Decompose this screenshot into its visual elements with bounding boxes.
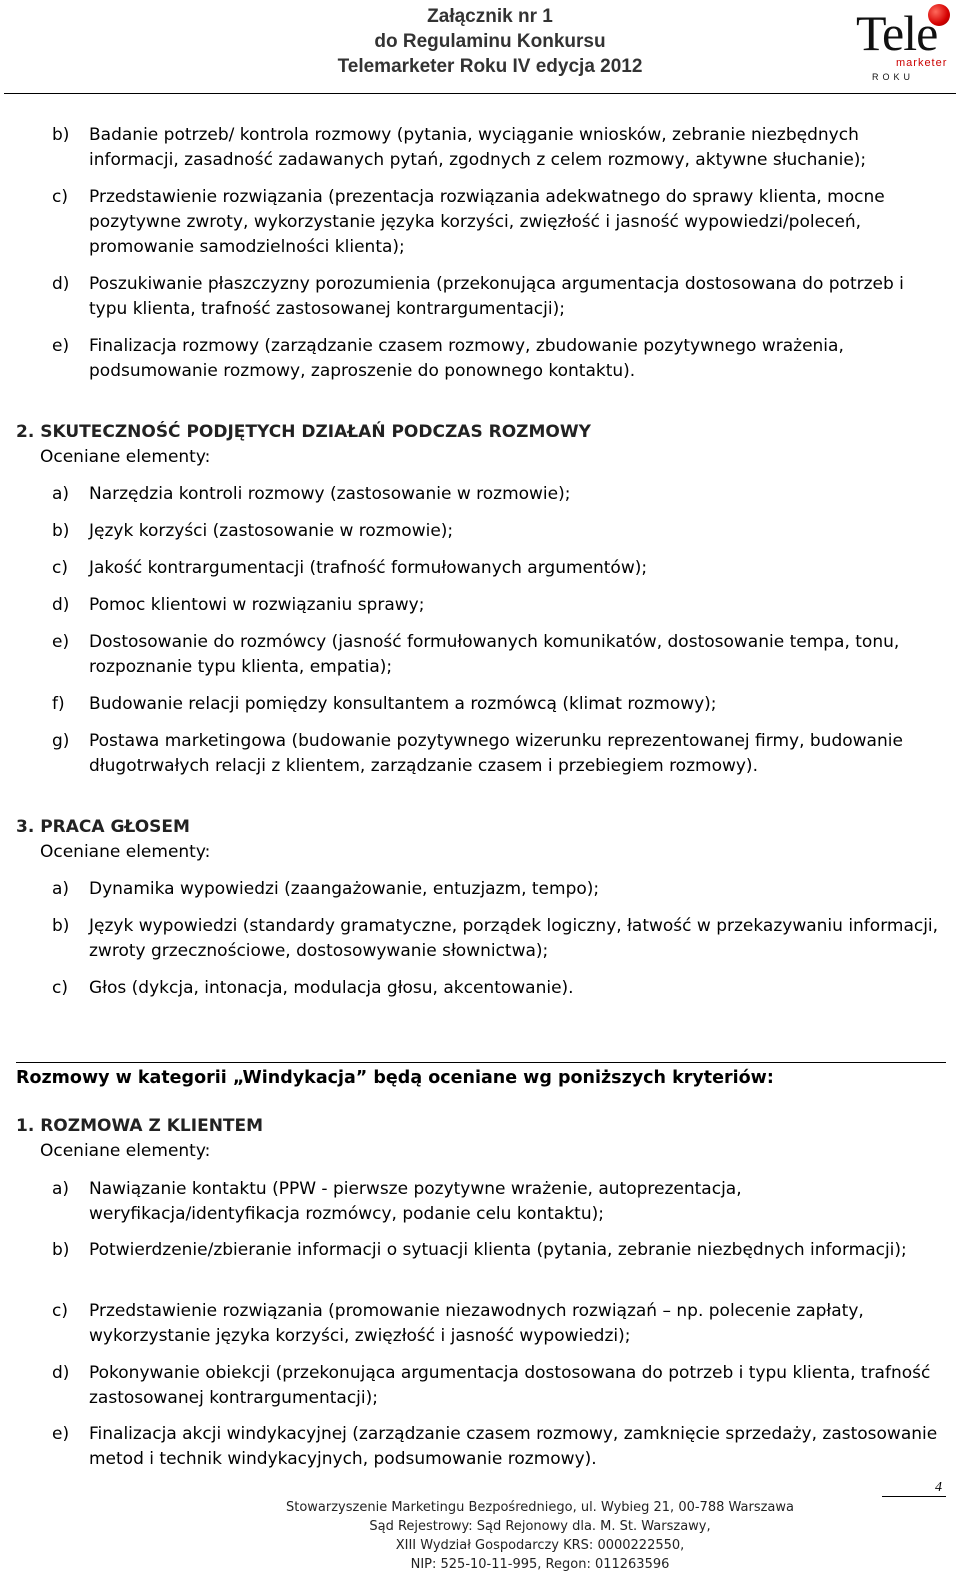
item-label: b) bbox=[52, 1240, 70, 1260]
item-text: Poszukiwanie płaszczyzny porozumienia (przekonująca argumentacja dostosowana do potrzeb i typu klienta, trafność zastosowanej kontrargumentacji); bbox=[89, 274, 904, 319]
list-item bbox=[52, 1177, 942, 1227]
item-text: Finalizacja rozmowy (zarządzanie czasem rozmowy, zbudowanie pozytywnego wrażenia, podsumowanie rozmowy, zaproszenie do ponownego kontaktu). bbox=[89, 336, 844, 381]
section-heading: 1. ROZMOWA Z KLIENTEM bbox=[16, 1116, 264, 1136]
list-item bbox=[52, 482, 942, 507]
item-label: b) bbox=[52, 521, 70, 541]
list-item bbox=[52, 123, 942, 173]
item-text: Język korzyści (zastosowanie w rozmowie); bbox=[89, 521, 454, 541]
item-label: a) bbox=[52, 1179, 70, 1199]
category-heading: Rozmowy w kategorii „Windykacja” będą oceniane wg poniższych kryteriów: bbox=[16, 1068, 774, 1088]
telemarketer-logo bbox=[856, 2, 952, 90]
item-text: Dostosowanie do rozmówcy (jasność formułowanych komunikatów, dostosowanie tempa, tonu, rozpoznanie typu klienta, empatia); bbox=[89, 632, 900, 677]
list-item bbox=[52, 1238, 942, 1263]
item-text: Język wypowiedzi (standardy gramatyczne, porządek logiczny, łatwość w przekazywaniu informacji, zwroty grzecznościowe, dostosowywanie słownictwa); bbox=[89, 916, 939, 961]
list-item bbox=[52, 334, 942, 384]
item-label: f) bbox=[52, 694, 65, 714]
item-label: d) bbox=[52, 595, 70, 615]
logo-sub-text: marketer bbox=[896, 57, 948, 69]
list-item bbox=[52, 519, 942, 544]
item-label: g) bbox=[52, 731, 70, 751]
list-item bbox=[52, 1299, 942, 1349]
header-title bbox=[190, 4, 790, 79]
item-label: a) bbox=[52, 879, 70, 899]
section-heading: 2. SKUTECZNOŚĆ PODJĘTYCH DZIAŁAŃ PODCZAS ROZMOWY bbox=[16, 422, 591, 442]
item-text: Głos (dykcja, intonacja, modulacja głosu, akcentowanie). bbox=[89, 978, 574, 998]
item-text: Potwierdzenie/zbieranie informacji o sytuacji klienta (pytania, zebranie niezbędnych informacji); bbox=[89, 1240, 907, 1260]
footer-line-1: Stowarzyszenie Marketingu Bezpośredniego, ul. Wybieg 21, 00-788 Warszawa bbox=[285, 1500, 794, 1515]
item-text: Pokonywanie obiekcji (przekonująca argumentacja dostosowana do potrzeb i typu klienta, trafność zastosowanej kontrargumentacji); bbox=[89, 1363, 931, 1408]
page-number-rule bbox=[882, 1496, 946, 1497]
footer-line-3: XIII Wydział Gospodarczy KRS: 0000222550, bbox=[395, 1538, 685, 1553]
item-text: Narzędzia kontroli rozmowy (zastosowanie w rozmowie); bbox=[89, 484, 571, 504]
item-label: c) bbox=[52, 978, 68, 998]
item-text: Jakość kontrargumentacji (trafność formułowanych argumentów); bbox=[89, 558, 648, 578]
item-text: Postawa marketingowa (budowanie pozytywnego wizerunku reprezentowanej firmy, budowanie długotrwałych relacji z klientem, zarządzanie czasem i przebiegiem rozmowy). bbox=[89, 731, 903, 776]
footer-line-4: NIP: 525-10-11-995, Regon: 011263596 bbox=[410, 1557, 670, 1572]
footer-line-2: Sąd Rejestrowy: Sąd Rejonowy dla. M. St. Warszawy, bbox=[369, 1519, 711, 1534]
item-label: c) bbox=[52, 187, 68, 207]
section-heading: 3. PRACA GŁOSEM bbox=[16, 817, 190, 837]
item-text: Pomoc klientowi w rozwiązaniu sprawy; bbox=[89, 595, 425, 615]
section-subheading: Oceniane elementy: bbox=[40, 1141, 211, 1161]
list-item bbox=[52, 976, 942, 1001]
header-divider bbox=[4, 93, 956, 94]
item-text: Przedstawienie rozwiązania (prezentacja rozwiązania adekwatnego do sprawy klienta, mocne pozytywne zwroty, wykorzystanie języka korzyści, zwięzłość i jasność wypowiedzi/poleceń, promowanie samodzielności klienta); bbox=[89, 187, 885, 257]
section-subheading: Oceniane elementy: bbox=[40, 447, 211, 467]
item-label: c) bbox=[52, 1301, 68, 1321]
logo-bottom-text: ROKU bbox=[872, 72, 915, 82]
item-text: Badanie potrzeb/ kontrola rozmowy (pytania, wyciąganie wniosków, zebranie niezbędnych informacji, zasadność zadawanych pytań, zgodnych z celem rozmowy, aktywne słuchanie); bbox=[89, 125, 867, 170]
item-text: Budowanie relacji pomiędzy konsultantem a rozmówcą (klimat rozmowy); bbox=[89, 694, 717, 714]
item-text: Nawiązanie kontaktu (PPW - pierwsze pozytywne wrażenie, autoprezentacja, weryfikacja/identyfikacja rozmówcy, podanie celu kontaktu); bbox=[89, 1179, 742, 1224]
item-label: d) bbox=[52, 1363, 70, 1383]
item-label: b) bbox=[52, 125, 70, 145]
page-number: 4 bbox=[935, 1480, 942, 1495]
logo-main-text: Tele bbox=[856, 5, 938, 61]
item-label: c) bbox=[52, 558, 68, 578]
section-divider bbox=[16, 1062, 946, 1063]
item-text: Dynamika wypowiedzi (zaangażowanie, entuzjazm, tempo); bbox=[89, 879, 600, 899]
item-label: e) bbox=[52, 336, 70, 356]
item-label: a) bbox=[52, 484, 70, 504]
list-item bbox=[52, 593, 942, 618]
list-item bbox=[52, 877, 942, 902]
list-item bbox=[52, 185, 942, 260]
item-text: Finalizacja akcji windykacyjnej (zarządzanie czasem rozmowy, zamknięcie sprzedaży, zastosowanie metod i technik windykacyjnych, podsumowanie rozmowy). bbox=[89, 1424, 938, 1469]
item-label: d) bbox=[52, 274, 70, 294]
list-item bbox=[52, 729, 942, 779]
document-footer bbox=[200, 1498, 880, 1574]
header-line-2: do Regulaminu Konkursu bbox=[374, 31, 606, 52]
header-line-1: Załącznik nr 1 bbox=[427, 6, 553, 27]
header-line-3: Telemarketer Roku IV edycja 2012 bbox=[337, 56, 643, 77]
list-item bbox=[52, 272, 942, 322]
item-text: Przedstawienie rozwiązania (promowanie niezawodnych rozwiązań – np. polecenie zapłaty, wykorzystanie języka korzyści, zwięzłość i jasność wypowiedzi); bbox=[89, 1301, 864, 1346]
section-subheading: Oceniane elementy: bbox=[40, 842, 211, 862]
list-item bbox=[52, 1361, 942, 1411]
item-label: e) bbox=[52, 632, 70, 652]
item-label: b) bbox=[52, 916, 70, 936]
item-label: e) bbox=[52, 1424, 70, 1444]
document-header bbox=[0, 0, 960, 96]
list-item bbox=[52, 914, 942, 964]
list-item bbox=[52, 556, 942, 581]
list-item bbox=[52, 692, 942, 717]
list-item bbox=[52, 630, 942, 680]
list-item bbox=[52, 1422, 942, 1472]
